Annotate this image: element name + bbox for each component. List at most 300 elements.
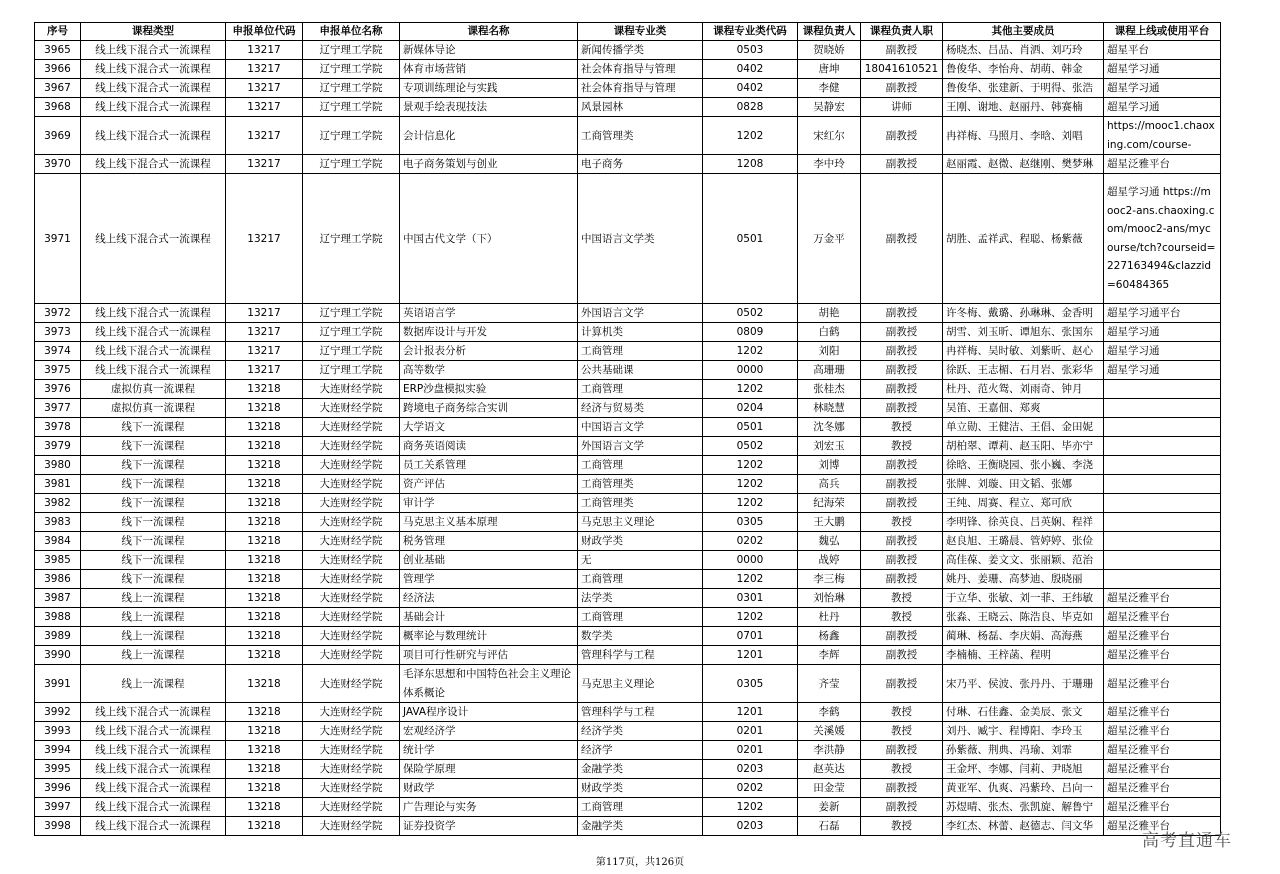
- cell-course-name: 审计学: [400, 494, 578, 513]
- cell-leader-title: 副教授: [861, 627, 943, 646]
- cell-course-name: 创业基础: [400, 551, 578, 570]
- cell-major-category: 公共基础课: [578, 361, 703, 380]
- cell-members: 刘丹、臧宇、程博阳、李玲玉: [943, 722, 1104, 741]
- cell-major-code: 0809: [703, 323, 798, 342]
- cell-major-category: 管理科学与工程: [578, 703, 703, 722]
- cell-major-code: 0701: [703, 627, 798, 646]
- cell-major-category: 工商管理类: [578, 475, 703, 494]
- cell-course-name: 马克思主义基本原理: [400, 513, 578, 532]
- cell-course-type: 线上线下混合式一流课程: [81, 741, 226, 760]
- cell-members: 徐晗、王衡晓园、张小巍、李浇: [943, 456, 1104, 475]
- cell-major-category: 马克思主义理论: [578, 513, 703, 532]
- cell-seq: 3982: [35, 494, 81, 513]
- cell-seq: 3986: [35, 570, 81, 589]
- cell-seq: 3981: [35, 475, 81, 494]
- cell-course-type: 虚拟仿真一流课程: [81, 380, 226, 399]
- cell-course-type: 线下一流课程: [81, 551, 226, 570]
- cell-seq: 3987: [35, 589, 81, 608]
- table-row: [35, 570, 1221, 589]
- cell-unit-name: 大连财经学院: [303, 703, 400, 722]
- cell-members: 吴笛、王嘉佃、郑爽: [943, 399, 1104, 418]
- cell-leader: 李辉: [798, 646, 861, 665]
- cell-leader-title: 副教授: [861, 361, 943, 380]
- cell-course-type: 线上线下混合式一流课程: [81, 703, 226, 722]
- cell-unit-name: 辽宁理工学院: [303, 174, 400, 304]
- cell-course-name: 保险学原理: [400, 760, 578, 779]
- cell-major-code: 0201: [703, 741, 798, 760]
- cell-leader-title: 副教授: [861, 155, 943, 174]
- cell-major-category: 数学类: [578, 627, 703, 646]
- cell-unit-code: 13218: [226, 513, 303, 532]
- cell-leader-title: 副教授: [861, 380, 943, 399]
- cell-platform: 超星泛雅平台: [1104, 722, 1221, 741]
- cell-seq: 3977: [35, 399, 81, 418]
- cell-major-code: 0202: [703, 779, 798, 798]
- cell-course-type: 线上一流课程: [81, 608, 226, 627]
- cell-members: 宋乃平、侯波、张丹丹、于珊珊: [943, 665, 1104, 703]
- cell-platform: 超星学习通: [1104, 79, 1221, 98]
- cell-unit-name: 大连财经学院: [303, 665, 400, 703]
- cell-unit-code: 13218: [226, 779, 303, 798]
- cell-seq: 3991: [35, 665, 81, 703]
- cell-unit-code: 13218: [226, 475, 303, 494]
- cell-leader-title: 教授: [861, 760, 943, 779]
- cell-leader: 魏弘: [798, 532, 861, 551]
- cell-course-name: 高等数学: [400, 361, 578, 380]
- cell-course-name: 大学语文: [400, 418, 578, 437]
- table-row: [35, 646, 1221, 665]
- cell-leader-title: 副教授: [861, 532, 943, 551]
- cell-leader-title: 教授: [861, 608, 943, 627]
- cell-members: 付琳、石佳鑫、金美辰、张文: [943, 703, 1104, 722]
- cell-course-type: 虚拟仿真一流课程: [81, 399, 226, 418]
- cell-leader: 吴静宏: [798, 98, 861, 117]
- cell-leader-title: 副教授: [861, 323, 943, 342]
- table-row: [35, 323, 1221, 342]
- cell-major-category: 金融学类: [578, 817, 703, 836]
- cell-leader: 杨鑫: [798, 627, 861, 646]
- table-row: [35, 513, 1221, 532]
- header-seq: 序号: [35, 23, 81, 41]
- cell-leader: 王大鹏: [798, 513, 861, 532]
- cell-platform: 超星学习通: [1104, 323, 1221, 342]
- cell-platform: [1104, 551, 1221, 570]
- cell-members: 王刚、谢地、赵丽丹、韩赛楠: [943, 98, 1104, 117]
- cell-leader-title: 副教授: [861, 456, 943, 475]
- cell-course-name: 英语语言学: [400, 304, 578, 323]
- cell-leader: 刘博: [798, 456, 861, 475]
- cell-major-category: 电子商务: [578, 155, 703, 174]
- header-major-code: 课程专业类代码: [703, 23, 798, 41]
- cell-members: 李明锋、徐英良、吕英娴、程祥: [943, 513, 1104, 532]
- cell-leader-title: 教授: [861, 817, 943, 836]
- cell-leader: 林晓慧: [798, 399, 861, 418]
- cell-major-code: 0203: [703, 760, 798, 779]
- cell-unit-code: 13217: [226, 323, 303, 342]
- cell-course-type: 线上线下混合式一流课程: [81, 760, 226, 779]
- table-row: [35, 41, 1221, 60]
- cell-major-code: 0204: [703, 399, 798, 418]
- cell-course-type: 线上线下混合式一流课程: [81, 117, 226, 155]
- cell-major-category: 新闻传播学类: [578, 41, 703, 60]
- cell-unit-code: 13218: [226, 437, 303, 456]
- cell-seq: 3994: [35, 741, 81, 760]
- table-row: [35, 98, 1221, 117]
- course-table: [34, 22, 1221, 836]
- cell-leader-title: 副教授: [861, 475, 943, 494]
- cell-major-code: 0203: [703, 817, 798, 836]
- table-row: [35, 665, 1221, 703]
- cell-leader-title: 副教授: [861, 174, 943, 304]
- cell-major-code: 1202: [703, 494, 798, 513]
- cell-major-category: 社会体育指导与管理: [578, 79, 703, 98]
- cell-major-code: 1202: [703, 608, 798, 627]
- cell-leader: 唐坤: [798, 60, 861, 79]
- cell-leader: 贺晓娇: [798, 41, 861, 60]
- cell-seq: 3967: [35, 79, 81, 98]
- cell-unit-code: 13218: [226, 589, 303, 608]
- cell-major-code: 0502: [703, 437, 798, 456]
- cell-unit-name: 大连财经学院: [303, 741, 400, 760]
- cell-platform: 超星泛雅平台: [1104, 817, 1221, 836]
- cell-seq: 3983: [35, 513, 81, 532]
- cell-major-code: 1202: [703, 456, 798, 475]
- cell-unit-name: 大连财经学院: [303, 437, 400, 456]
- cell-seq: 3990: [35, 646, 81, 665]
- table-row: [35, 817, 1221, 836]
- cell-unit-name: 大连财经学院: [303, 418, 400, 437]
- cell-leader-title: 副教授: [861, 304, 943, 323]
- cell-platform: 超星泛雅平台: [1104, 798, 1221, 817]
- cell-course-type: 线上一流课程: [81, 646, 226, 665]
- cell-unit-code: 13218: [226, 741, 303, 760]
- cell-unit-code: 13218: [226, 722, 303, 741]
- cell-course-type: 线上一流课程: [81, 589, 226, 608]
- cell-seq: 3965: [35, 41, 81, 60]
- cell-platform: [1104, 418, 1221, 437]
- cell-members: 胡雪、刘玉昕、谭旭东、张国东: [943, 323, 1104, 342]
- cell-platform: 超星泛雅平台: [1104, 627, 1221, 646]
- cell-unit-name: 辽宁理工学院: [303, 342, 400, 361]
- cell-seq: 3970: [35, 155, 81, 174]
- cell-seq: 3995: [35, 760, 81, 779]
- table-body: [35, 41, 1221, 836]
- cell-unit-code: 13218: [226, 760, 303, 779]
- cell-major-category: 工商管理类: [578, 494, 703, 513]
- cell-unit-code: 13218: [226, 646, 303, 665]
- cell-unit-name: 大连财经学院: [303, 608, 400, 627]
- cell-leader: 战婷: [798, 551, 861, 570]
- table-row: [35, 779, 1221, 798]
- table-row: [35, 494, 1221, 513]
- cell-major-category: 工商管理: [578, 608, 703, 627]
- cell-major-code: 0503: [703, 41, 798, 60]
- cell-unit-name: 辽宁理工学院: [303, 41, 400, 60]
- cell-course-name: 电子商务策划与创业: [400, 155, 578, 174]
- cell-platform: 超星泛雅平台: [1104, 646, 1221, 665]
- cell-members: 徐跃、王志楣、石月岩、张彩华: [943, 361, 1104, 380]
- cell-leader-title: 副教授: [861, 117, 943, 155]
- cell-platform: [1104, 399, 1221, 418]
- cell-major-code: 1202: [703, 570, 798, 589]
- cell-leader-title: 副教授: [861, 779, 943, 798]
- table-row: [35, 60, 1221, 79]
- cell-unit-code: 13217: [226, 174, 303, 304]
- cell-major-category: 工商管理: [578, 798, 703, 817]
- cell-leader-title: 副教授: [861, 798, 943, 817]
- table-row: [35, 418, 1221, 437]
- cell-course-type: 线上线下混合式一流课程: [81, 817, 226, 836]
- cell-major-code: 1201: [703, 646, 798, 665]
- cell-major-code: 0305: [703, 665, 798, 703]
- cell-course-name: 证券投资学: [400, 817, 578, 836]
- cell-platform: 超星学习通: [1104, 60, 1221, 79]
- cell-course-type: 线下一流课程: [81, 570, 226, 589]
- cell-seq: 3972: [35, 304, 81, 323]
- cell-seq: 3966: [35, 60, 81, 79]
- cell-major-category: 工商管理: [578, 342, 703, 361]
- cell-leader: 刘宏玉: [798, 437, 861, 456]
- table-row: [35, 380, 1221, 399]
- cell-seq: 3980: [35, 456, 81, 475]
- cell-members: 苏煜晴、张杰、张凯旋、解鲁宁: [943, 798, 1104, 817]
- cell-leader: 齐莹: [798, 665, 861, 703]
- cell-platform: 超星学习通平台: [1104, 304, 1221, 323]
- header-unit-code: 申报单位代码: [226, 23, 303, 41]
- cell-unit-name: 大连财经学院: [303, 494, 400, 513]
- cell-platform: 超星泛雅平台: [1104, 155, 1221, 174]
- cell-course-name: 商务英语阅读: [400, 437, 578, 456]
- cell-unit-code: 13218: [226, 665, 303, 703]
- cell-platform: [1104, 456, 1221, 475]
- table-row: [35, 174, 1221, 304]
- cell-course-type: 线下一流课程: [81, 437, 226, 456]
- header-major-category: 课程专业类: [578, 23, 703, 41]
- cell-course-type: 线上线下混合式一流课程: [81, 79, 226, 98]
- cell-unit-code: 13217: [226, 361, 303, 380]
- cell-course-type: 线上线下混合式一流课程: [81, 342, 226, 361]
- cell-course-type: 线上线下混合式一流课程: [81, 60, 226, 79]
- cell-unit-code: 13217: [226, 98, 303, 117]
- cell-platform: 超星学习通 https://mooc2-ans.chaoxing.com/mooc2-ans/mycourse/tch?courseid=227163494&clazzid=60484365: [1104, 174, 1221, 304]
- table-row: [35, 342, 1221, 361]
- cell-leader-title: 副教授: [861, 646, 943, 665]
- cell-major-code: 0000: [703, 551, 798, 570]
- cell-unit-code: 13218: [226, 608, 303, 627]
- cell-course-name: 经济法: [400, 589, 578, 608]
- cell-course-type: 线上线下混合式一流课程: [81, 155, 226, 174]
- cell-course-name: 员工关系管理: [400, 456, 578, 475]
- cell-unit-code: 13217: [226, 79, 303, 98]
- table-row: [35, 456, 1221, 475]
- cell-platform: 超星泛雅平台: [1104, 608, 1221, 627]
- cell-unit-code: 13218: [226, 494, 303, 513]
- cell-course-type: 线上线下混合式一流课程: [81, 323, 226, 342]
- cell-course-type: 线上一流课程: [81, 627, 226, 646]
- cell-unit-name: 大连财经学院: [303, 551, 400, 570]
- cell-platform: 超星泛雅平台: [1104, 779, 1221, 798]
- header-row: [35, 23, 1221, 41]
- cell-leader-title: 18041610521: [861, 60, 943, 79]
- cell-major-code: 1202: [703, 380, 798, 399]
- cell-course-type: 线上线下混合式一流课程: [81, 361, 226, 380]
- cell-members: 单立勋、王健洁、王倡、金田妮: [943, 418, 1104, 437]
- cell-major-code: 0202: [703, 532, 798, 551]
- cell-leader-title: 副教授: [861, 551, 943, 570]
- table-row: [35, 722, 1221, 741]
- cell-leader-title: 教授: [861, 703, 943, 722]
- cell-leader: 田金莹: [798, 779, 861, 798]
- cell-seq: 3974: [35, 342, 81, 361]
- cell-course-name: JAVA程序设计: [400, 703, 578, 722]
- cell-members: 赵良旭、王璐晨、管婷婷、张俭: [943, 532, 1104, 551]
- cell-seq: 3979: [35, 437, 81, 456]
- cell-major-code: 0301: [703, 589, 798, 608]
- cell-unit-code: 13218: [226, 551, 303, 570]
- cell-course-type: 线下一流课程: [81, 532, 226, 551]
- table-row: [35, 155, 1221, 174]
- cell-major-category: 社会体育指导与管理: [578, 60, 703, 79]
- table-row: [35, 798, 1221, 817]
- cell-course-name: 中国古代文学（下）: [400, 174, 578, 304]
- header-platform: 课程上线或使用平台: [1104, 23, 1221, 41]
- cell-unit-code: 13217: [226, 41, 303, 60]
- cell-leader-title: 副教授: [861, 741, 943, 760]
- cell-course-name: 统计学: [400, 741, 578, 760]
- cell-leader-title: 副教授: [861, 665, 943, 703]
- cell-major-category: 财政学类: [578, 532, 703, 551]
- cell-major-category: 经济学: [578, 741, 703, 760]
- page-number: 第117页，共126页: [595, 857, 685, 868]
- cell-platform: 超星学习通: [1104, 342, 1221, 361]
- cell-leader: 宋红尔: [798, 117, 861, 155]
- cell-course-name: 概率论与数理统计: [400, 627, 578, 646]
- cell-major-category: 马克思主义理论: [578, 665, 703, 703]
- cell-major-category: 经济与贸易类: [578, 399, 703, 418]
- cell-course-name: 会计信息化: [400, 117, 578, 155]
- cell-unit-code: 13217: [226, 60, 303, 79]
- cell-seq: 3971: [35, 174, 81, 304]
- cell-major-category: 财政学类: [578, 779, 703, 798]
- cell-major-category: 法学类: [578, 589, 703, 608]
- cell-course-name: 专项训练理论与实践: [400, 79, 578, 98]
- cell-unit-name: 大连财经学院: [303, 722, 400, 741]
- cell-leader: 刘阳: [798, 342, 861, 361]
- cell-unit-name: 大连财经学院: [303, 760, 400, 779]
- cell-seq: 3984: [35, 532, 81, 551]
- table-row: [35, 361, 1221, 380]
- cell-unit-name: 辽宁理工学院: [303, 155, 400, 174]
- cell-unit-name: 辽宁理工学院: [303, 304, 400, 323]
- cell-members: 黄亚军、仇爽、冯紫玲、吕向一: [943, 779, 1104, 798]
- cell-leader: 李健: [798, 79, 861, 98]
- cell-unit-code: 13218: [226, 418, 303, 437]
- cell-leader: 李中玲: [798, 155, 861, 174]
- cell-seq: 3975: [35, 361, 81, 380]
- cell-unit-name: 辽宁理工学院: [303, 79, 400, 98]
- cell-leader: 高兵: [798, 475, 861, 494]
- cell-members: 李红杰、林蕾、赵德志、闫文华: [943, 817, 1104, 836]
- cell-major-category: 外国语言文学: [578, 304, 703, 323]
- cell-major-code: 0502: [703, 304, 798, 323]
- cell-major-category: 外国语言文学: [578, 437, 703, 456]
- cell-leader: 石磊: [798, 817, 861, 836]
- cell-major-category: 工商管理: [578, 380, 703, 399]
- cell-major-code: 0000: [703, 361, 798, 380]
- cell-unit-name: 大连财经学院: [303, 380, 400, 399]
- cell-seq: 3973: [35, 323, 81, 342]
- cell-members: 胡柏翠、谭莉、赵玉阳、毕亦宁: [943, 437, 1104, 456]
- cell-unit-code: 13217: [226, 304, 303, 323]
- cell-members: 张淼、王晓云、陈浩良、毕克如: [943, 608, 1104, 627]
- cell-members: 胡胜、孟祥武、程聪、杨紫薇: [943, 174, 1104, 304]
- cell-course-name: 景观手绘表现技法: [400, 98, 578, 117]
- cell-unit-name: 大连财经学院: [303, 798, 400, 817]
- cell-unit-name: 辽宁理工学院: [303, 361, 400, 380]
- cell-seq: 3988: [35, 608, 81, 627]
- cell-major-category: 中国语言文学: [578, 418, 703, 437]
- cell-platform: [1104, 437, 1221, 456]
- cell-major-code: 0201: [703, 722, 798, 741]
- cell-members: 李楠楠、王梓菡、程明: [943, 646, 1104, 665]
- cell-course-name: 体育市场营销: [400, 60, 578, 79]
- cell-leader: 李洪静: [798, 741, 861, 760]
- cell-unit-name: 大连财经学院: [303, 817, 400, 836]
- cell-course-type: 线下一流课程: [81, 494, 226, 513]
- cell-unit-name: 辽宁理工学院: [303, 323, 400, 342]
- cell-seq: 3989: [35, 627, 81, 646]
- cell-leader-title: 副教授: [861, 570, 943, 589]
- cell-members: 冉祥梅、马照月、李晗、刘唱: [943, 117, 1104, 155]
- table-row: [35, 399, 1221, 418]
- cell-leader-title: 教授: [861, 418, 943, 437]
- cell-unit-code: 13218: [226, 399, 303, 418]
- cell-major-code: 0501: [703, 418, 798, 437]
- cell-unit-code: 13217: [226, 155, 303, 174]
- cell-members: 鲁俊华、张建新、于明得、张浩: [943, 79, 1104, 98]
- cell-seq: 3992: [35, 703, 81, 722]
- cell-unit-name: 大连财经学院: [303, 532, 400, 551]
- cell-unit-code: 13218: [226, 798, 303, 817]
- cell-seq: 3998: [35, 817, 81, 836]
- cell-unit-name: 大连财经学院: [303, 399, 400, 418]
- cell-platform: 超星泛雅平台: [1104, 741, 1221, 760]
- cell-unit-name: 辽宁理工学院: [303, 98, 400, 117]
- cell-leader-title: 教授: [861, 589, 943, 608]
- cell-leader: 刘怡琳: [798, 589, 861, 608]
- cell-platform: 超星平台: [1104, 41, 1221, 60]
- cell-major-category: 风景园林: [578, 98, 703, 117]
- cell-leader-title: 副教授: [861, 494, 943, 513]
- cell-platform: https://mooc1.chaoxing.com/course-: [1104, 117, 1221, 155]
- cell-members: 高佳葆、姜文文、张丽颖、范治: [943, 551, 1104, 570]
- cell-unit-code: 13218: [226, 627, 303, 646]
- cell-unit-code: 13218: [226, 380, 303, 399]
- cell-members: 王金坪、李娜、闫莉、尹晓旭: [943, 760, 1104, 779]
- cell-leader-title: 副教授: [861, 342, 943, 361]
- cell-members: 蔺琳、杨磊、李庆娟、高海燕: [943, 627, 1104, 646]
- cell-leader: 胡艳: [798, 304, 861, 323]
- cell-leader: 万金平: [798, 174, 861, 304]
- cell-course-type: 线上线下混合式一流课程: [81, 779, 226, 798]
- cell-leader: 杜丹: [798, 608, 861, 627]
- cell-unit-name: 大连财经学院: [303, 646, 400, 665]
- cell-major-code: 1201: [703, 703, 798, 722]
- cell-major-category: 计算机类: [578, 323, 703, 342]
- cell-unit-code: 13218: [226, 532, 303, 551]
- cell-leader: 赵英达: [798, 760, 861, 779]
- cell-major-category: 经济学类: [578, 722, 703, 741]
